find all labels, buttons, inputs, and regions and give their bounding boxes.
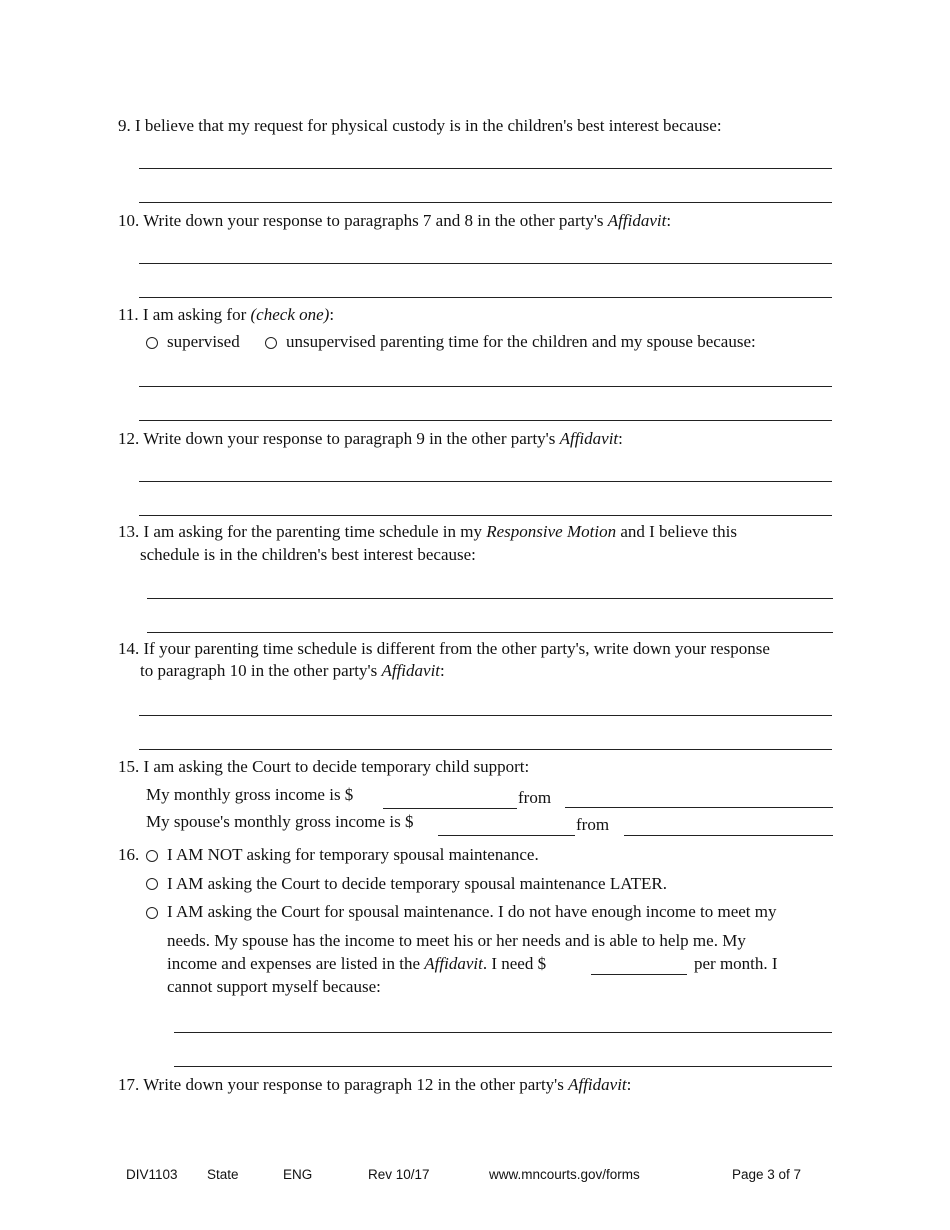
unsupervised-label: unsupervised parenting time for the children and my spouse because: [286,332,756,351]
answer-line[interactable] [139,515,832,516]
footer-form-id: DIV1103 [126,1167,178,1182]
answer-line[interactable] [174,1066,832,1067]
supervised-radio[interactable] [146,337,158,349]
item-9-text: 9. I believe that my request for physical custody is in the children's best interest because: [118,116,722,135]
footer-revision: Rev 10/17 [368,1167,430,1182]
answer-line[interactable] [139,297,832,298]
own-income-source-field[interactable] [565,807,833,808]
answer-line[interactable] [139,420,832,421]
answer-line[interactable] [139,202,832,203]
maintenance-now-label: I AM asking the Court for spousal maintenance. I do not have enough income to meet my [167,902,777,921]
supervised-label: supervised [167,332,240,351]
maintenance-later-radio[interactable] [146,878,158,890]
no-maintenance-radio[interactable] [146,850,158,862]
answer-line[interactable] [139,263,832,264]
item-13-text-line2: schedule is in the children's best interest because: [140,545,476,564]
item-13-text: 13. I am asking for the parenting time schedule in my Responsive Motion and I believe this [118,522,737,541]
maintenance-now-text-line4: cannot support myself because: [167,977,381,996]
answer-line[interactable] [139,481,832,482]
no-maintenance-label: I AM NOT asking for temporary spousal maintenance. [167,845,539,864]
item-10-text: 10. Write down your response to paragraphs 7 and 8 in the other party's Affidavit: [118,211,672,230]
unsupervised-radio[interactable] [265,337,277,349]
item-16-number: 16. [118,845,140,864]
spouse-income-source-field[interactable] [624,835,833,836]
own-income-label: My monthly gross income is $ [146,785,354,804]
spouse-income-from-label: from [576,815,610,834]
footer-language: ENG [283,1167,313,1182]
maintenance-later-label: I AM asking the Court to decide temporary spousal maintenance LATER. [167,874,667,893]
footer-page-number: Page 3 of 7 [732,1167,802,1182]
item-14-text: 14. If your parenting time schedule is different from the other party's, write down your response [118,639,770,658]
item-14-text-line2: to paragraph 10 in the other party's Affidavit: [140,661,445,680]
monthly-need-amount-field[interactable] [591,974,687,975]
per-month-label: per month. I [694,954,778,973]
spouse-income-label: My spouse's monthly gross income is $ [146,812,414,831]
answer-line[interactable] [139,749,832,750]
item-17-text: 17. Write down your response to paragraph 12 in the other party's Affidavit: [118,1075,632,1094]
maintenance-now-text-line3: income and expenses are listed in the Affidavit. I need $ [167,954,547,973]
answer-line[interactable] [139,386,832,387]
own-income-from-label: from [518,788,552,807]
answer-line[interactable] [147,632,833,633]
spouse-income-amount-field[interactable] [438,835,575,836]
maintenance-now-radio[interactable] [146,907,158,919]
item-12-text: 12. Write down your response to paragraph 9 in the other party's Affidavit: [118,429,623,448]
footer-jurisdiction: State [207,1167,239,1182]
item-15-text: 15. I am asking the Court to decide temporary child support: [118,757,530,776]
own-income-amount-field[interactable] [383,808,517,809]
answer-line[interactable] [147,598,833,599]
maintenance-now-text-line2: needs. My spouse has the income to meet his or her needs and is able to help me. My [167,931,746,950]
answer-line[interactable] [139,715,832,716]
footer-url[interactable]: www.mncourts.gov/forms [489,1167,640,1182]
item-11-text: 11. I am asking for (check one): [118,305,335,324]
answer-line[interactable] [174,1032,832,1033]
answer-line[interactable] [139,168,832,169]
